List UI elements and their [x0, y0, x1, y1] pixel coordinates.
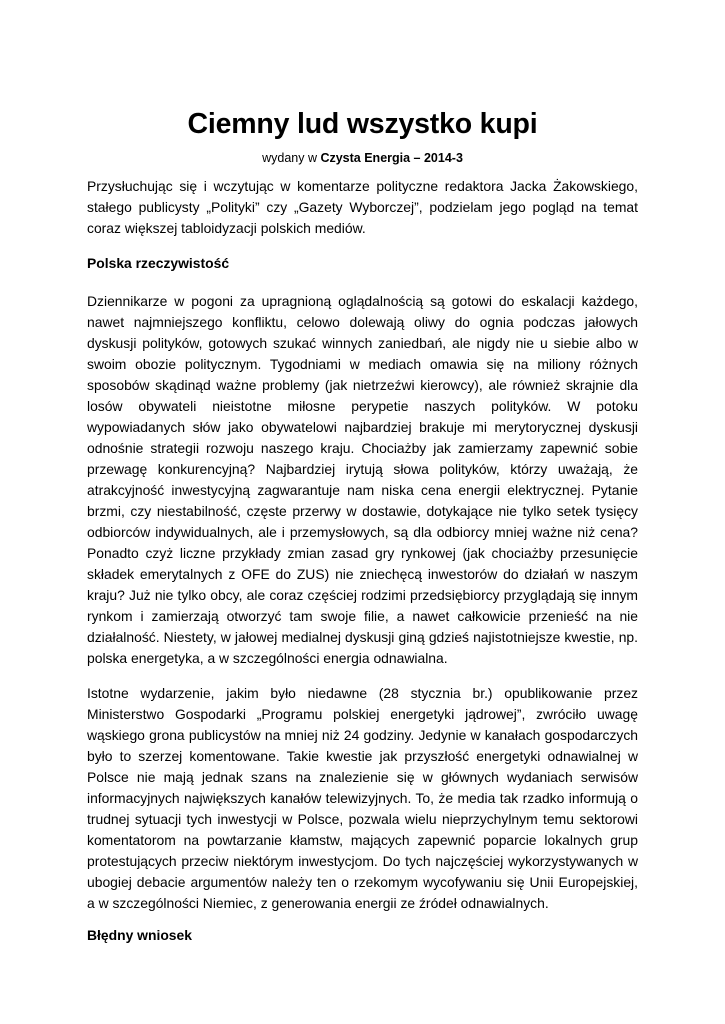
section-heading-polska-rzeczywistosc: Polska rzeczywistość: [87, 255, 230, 271]
section-heading-bledny-wniosek: Błędny wniosek: [87, 927, 192, 943]
document-body: [87, 176, 638, 946]
subtitle-source: Czysta Energia – 2014-3: [320, 151, 463, 165]
intro-paragraph: Przysłuchując się i wczytując w komentarze polityczne redaktora Jacka Żakowskiego, stałego publicysty „Polityki” czy „Gazety Wyborczej”, podzielam jego pogląd na temat coraz większej tabloidyzacji polskich mediów.: [87, 178, 638, 236]
subtitle-prefix: wydany w: [262, 151, 321, 165]
document-title: Ciemny lud wszystko kupi: [187, 108, 538, 140]
body-paragraph-1: Dziennikarze w pogoni za upragnioną oglądalnością są gotowi do eskalacji każdego, nawet najmniejszego konfliktu, celowo dolewają oliwy do ognia podczas jałowych dyskusji polityków, gotowych szukać winnych zaniedbań, ale nigdy nie u siebie albo w swoim obozie politycznym. Tygodniami w mediach omawia się na miliony różnych sposobów skądinąd ważne problemy (jak nietrzeźwi kierowcy), ale również skrajnie dla losów obywateli nieistotne miłosne perypetie naszych polityków. W potoku wypowiadanych słów jako obywatelowi najbardziej brakuje mi merytorycznej dyskusji odnośnie strategii rozwoju naszego kraju. Chociażby jak zamierzamy zapewnić sobie przewagę konkurencyjną? Najbardziej irytują słowa polityków, którzy uważają, że atrakcyjność inwestycyjną zagwarantuje nam niska cena energii elektrycznej. Pytanie brzmi, czy niestabilność, częste przerwy w dostawie, dotykające nie tylko setek tysięcy odbiorców indywidualnych, ale i przemysłowych, są dla odbiorcy mniej ważne niż cena? Ponadto czyż liczne przykłady zmian zasad gry rynkowej (jak chociażby przesunięcie składek emerytalnych z OFE do ZUS) nie zniechęcą inwestorów do działań w naszym kraju? Już nie tylko obcy, ale coraz częściej rodzimi przedsiębiorcy przyglądają się innym rynkom i zamierzają otworzyć tam swoje filie, a nawet całkowicie przenieść na nie działalność. Niestety, w jałowej medialnej dyskusji giną gdzieś najistotniejsze kwestie, np. polska energetyka, a w szczególności energia odnawialna.: [87, 293, 638, 666]
body-paragraph-2: Istotne wydarzenie, jakim było niedawne (28 stycznia br.) opublikowanie przez Ministerstwo Gospodarki „Programu polskiej energetyki jądrowej”, zwróciło uwagę wąskiego grona publicystów na mniej niż 24 godziny. Jedynie w kanałach gospodarczych było to szerzej komentowane. Takie kwestie jak przyszłość energetyki odnawialnej w Polsce nie mają jednak szans na znalezienie się w głównych wydaniach serwisów informacyjnych największych kanałów telewizyjnych. To, że media tak rzadko informują o trudnej sytuacji tych inwestycji w Polsce, pozwala wielu nieprzychylnym temu sektorowi komentatorom na powtarzanie kłamstw, mających zapewnić poparcie lokalnych grup protestujących przeciw niektórym inwestycjom. Do tych najczęściej wykorzystywanych w ubogiej debacie argumentów należy ten o rzekomym wycofywaniu się Unii Europejskiej, a w szczególności Niemiec, z generowania energii ze źródeł odnawialnych.: [87, 685, 638, 911]
document-subtitle: [0, 150, 725, 166]
